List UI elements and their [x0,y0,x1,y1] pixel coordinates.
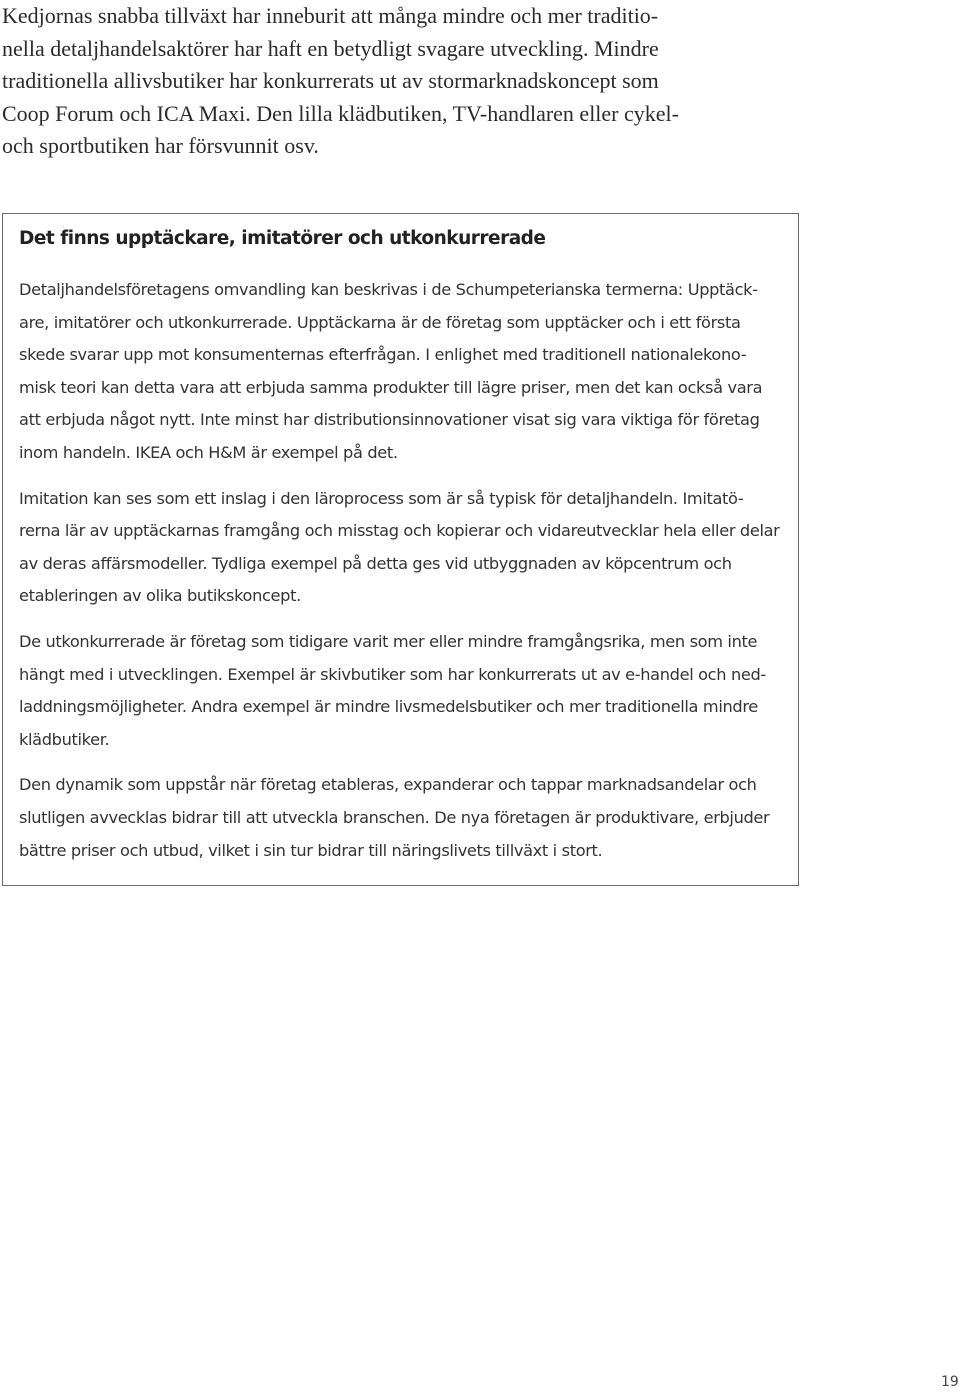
text-line: klädbutiker. [19,729,110,749]
text-line: De utkonkurrerade är företag som tidigare varit mer eller mindre framgångsrika, men som inte [19,631,758,651]
text-line: laddningsmöjligheter. Andra exempel är mindre livsmedelsbutiker och mer traditionella mindre [19,697,758,717]
intro-line: nella detaljhandelsaktörer har haft en betydligt svagare utveckling. Mindre [2,35,659,61]
text-line: Detaljhandelsföretagens omvandling kan beskrivas i de Schumpeterianska termerna: Upptäck- [19,280,758,299]
intro-line: Coop Forum och ICA Maxi. Den lilla klädbutiken, TV-handlaren eller cykel- [2,100,679,126]
text-line: Imitation kan ses som ett inslag i den läroprocess som är så typisk för detaljhandeln. Imitatö- [19,488,744,508]
text-line: Den dynamik som uppstår när företag etableras, expanderar och tappar marknadsandelar och [19,775,757,795]
text-line: etableringen av olika butikskoncept. [19,586,301,606]
text-line: att erbjuda något nytt. Inte minst har distributionsinnovationer visat sig vara viktiga för företag [19,410,760,430]
text-line: misk teori kan detta vara att erbjuda samma produkter till lägre priser, men det kan också vara [19,377,763,397]
intro-line: traditionella allivsbutiker har konkurrerats ut av stormarknadskoncept som [2,68,659,94]
intro-paragraph [2,0,812,163]
fact-box-heading: Det finns upptäckare, imitatörer och utkonkurrerade [19,228,546,249]
text-line: bättre priser och utbud, vilket i sin tur bidrar till näringslivets tillväxt i stort. [19,840,603,860]
fact-box-body [19,274,799,880]
intro-line: och sportbutiken har försvunnit osv. [2,133,319,159]
text-line: av deras affärsmodeller. Tydliga exempel på detta ges vid utbyggnaden av köpcentrum och [19,553,732,573]
fact-box-paragraph [19,483,799,613]
fact-box-paragraph [19,626,799,756]
page-number: 19 [941,1374,959,1390]
text-line: inom handeln. IKEA och H&M är exempel på det. [19,442,398,462]
fact-box-paragraph [19,769,799,867]
fact-box [2,213,799,886]
text-line: slutligen avvecklas bidrar till att utveckla branschen. De nya företagen är produktivare, erbjuder [19,807,770,827]
text-line: rerna lär av upptäckarnas framgång och misstag och kopierar och vidareutvecklar hela eller delar [19,521,780,541]
text-line: hängt med i utvecklingen. Exempel är skivbutiker som har konkurrerats ut av e-handel och ned- [19,664,766,684]
text-line: are, imitatörer och utkonkurrerade. Upptäckarna är de företag som upptäcker och i ett första [19,312,741,332]
fact-box-paragraph [19,274,799,470]
intro-line: Kedjornas snabba tillväxt har inneburit att många mindre och mer traditio- [2,3,659,28]
text-line: skede svarar upp mot konsumenternas efterfrågan. I enlighet med traditionell nationalekono- [19,345,747,365]
